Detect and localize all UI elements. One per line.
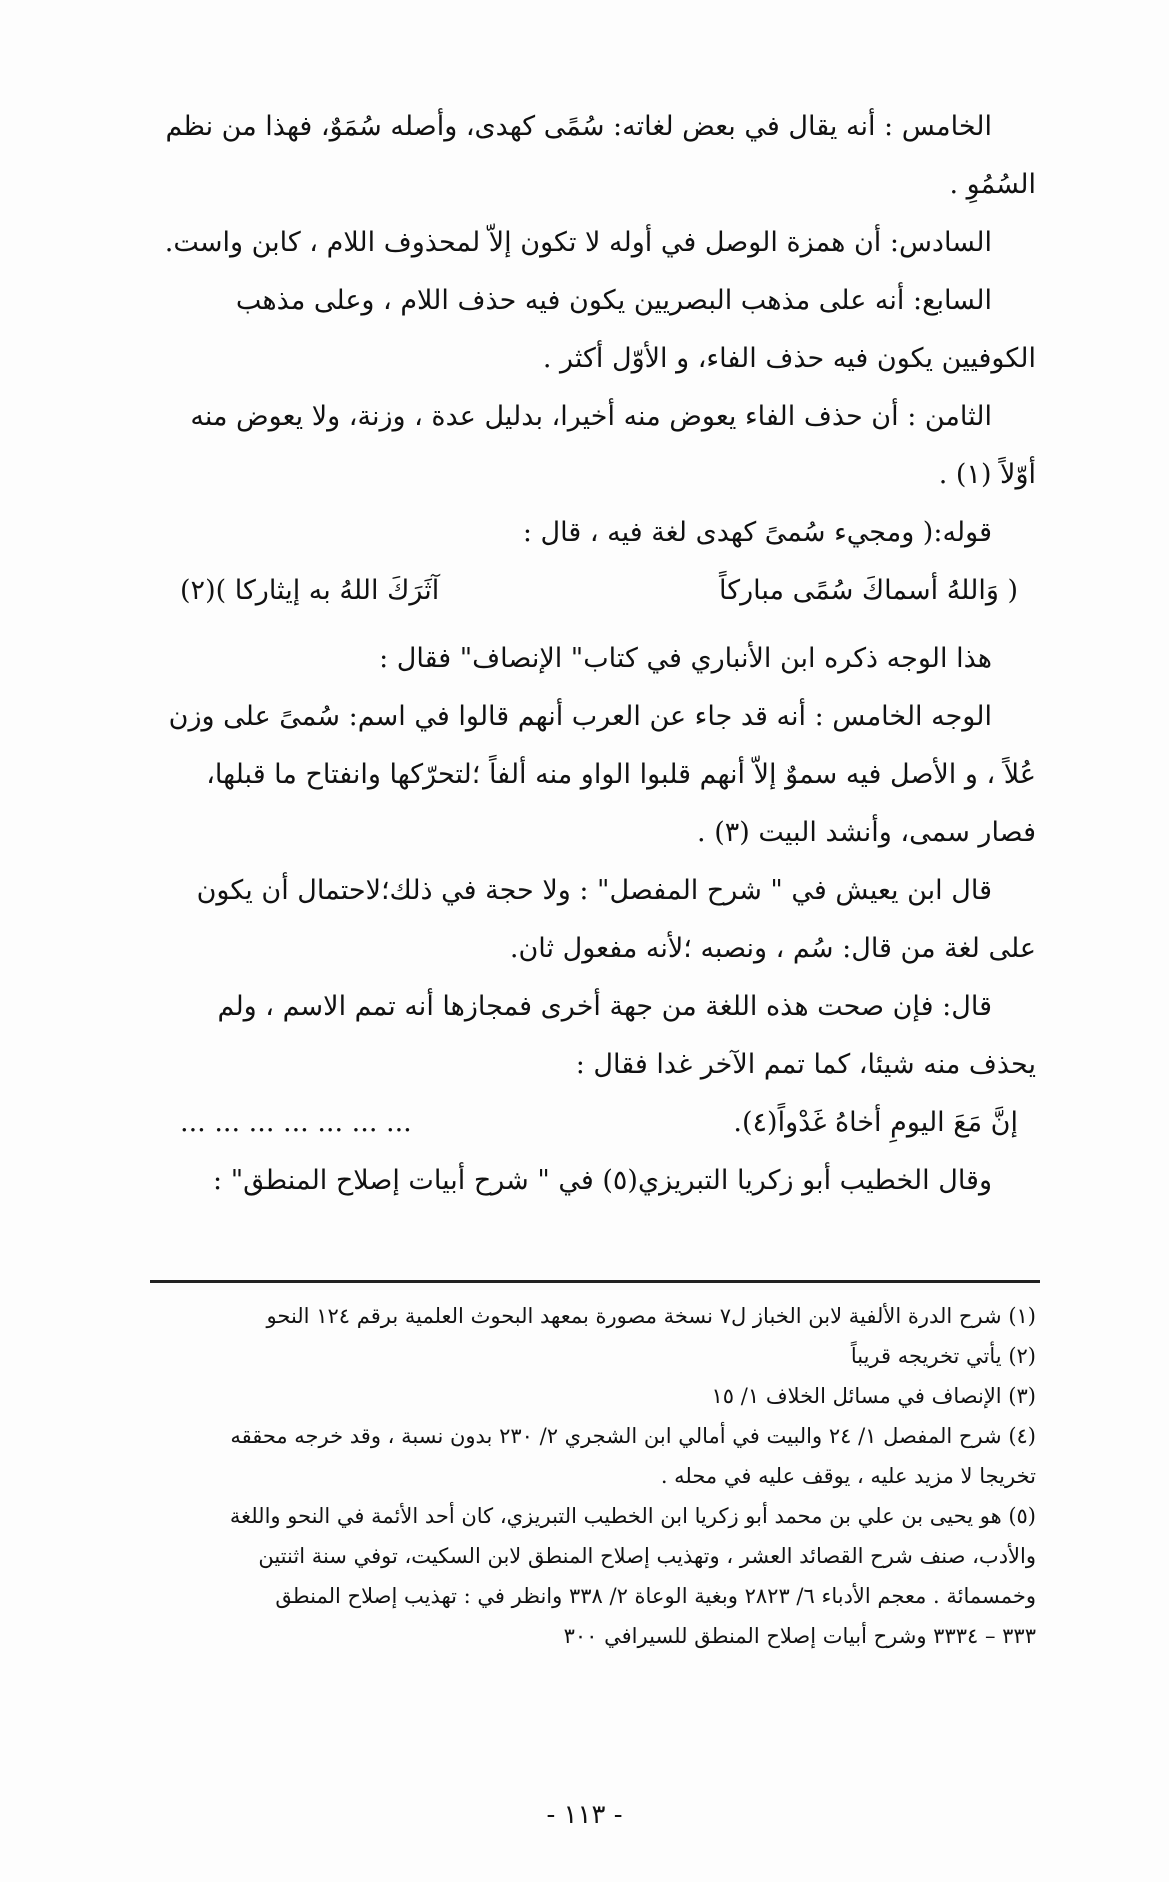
poem-hemistich-2: آثَرَكَ اللهُ به إيثاركا )(٢) <box>180 575 440 606</box>
footnote-line: (٤) شرح المفصل ١/ ٢٤ والبيت في أمالي ابن الشجري ٢/ ٢٣٠ بدون نسبة ، وقد خرجه محققه <box>230 1424 1036 1448</box>
poem-hemistich-1: ( وَاللهُ أسماكَ سُمًى مباركاً <box>719 575 1018 606</box>
footnote-line: ٣٣٣ – ٣٣٣٤ وشرح أبيات إصلاح المنطق للسيرافي ٣٠٠ <box>563 1624 1036 1648</box>
text-line: هذا الوجه ذكره ابن الأنباري في كتاب" الإنصاف" فقال : <box>379 643 992 674</box>
footnote-line: (٣) الإنصاف في مسائل الخلاف ١/ ١٥ <box>711 1384 1036 1408</box>
spacer <box>150 620 1036 630</box>
poem-verse <box>150 562 1036 620</box>
footnotes <box>150 1296 1036 1656</box>
text-line: أوّلاً (١) . <box>938 459 1036 490</box>
footnote-line: (٥) هو يحيى بن علي بن محمد أبو زكريا ابن الخطيب التبريزي، كان أحد الأئمة في النحو واللغة <box>229 1504 1036 1528</box>
text-line: فصار سمى، وأنشد البيت (٣) . <box>697 817 1036 848</box>
text-line: قال: فإن صحت هذه اللغة من جهة أخرى فمجازها أنه تمم الاسم ، ولم <box>217 991 992 1022</box>
page-number: - ١١٣ - <box>546 1800 623 1830</box>
text-line: السابع: أنه على مذهب البصريين يكون فيه حذف اللام ، وعلى مذهب <box>235 285 992 316</box>
text-line: السُمُوِ . <box>949 169 1036 200</box>
text-line: على لغة من قال: سُم ، ونصبه ؛لأنه مفعول ثان. <box>509 933 1036 964</box>
text-line: وقال الخطيب أبو زكريا التبريزي(٥) في " شرح أبيات إصلاح المنطق" : <box>213 1165 992 1196</box>
footnote-line: تخريجا لا مزيد عليه ، يوقف عليه في محله . <box>660 1464 1036 1488</box>
verse-quote <box>150 1094 1036 1152</box>
footnote-line: وخمسمائة . معجم الأدباء ٦/ ٢٨٢٣ وبغية الوعاة ٢/ ٣٣٨ وانظر في : تهذيب إصلاح المنطق <box>275 1584 1036 1608</box>
text-line: الخامس : أنه يقال في بعض لغاته: سُمًى كهدى، وأصله سُمَوٌ، فهذا من نظم <box>165 111 992 142</box>
text-line: قال ابن يعيش في " شرح المفصل" : ولا حجة في ذلك؛لاحتمال أن يكون <box>196 875 992 906</box>
text-line: يحذف منه شيئا، كما تمم الآخر غدا فقال : <box>575 1049 1036 1080</box>
text-line: الثامن : أن حذف الفاء يعوض منه أخيرا، بدليل عدة ، وزنة، ولا يعوض منه <box>190 401 992 432</box>
footnote-line: (١) شرح الدرة الألفية لابن الخباز ل٧ نسخة مصورة بمعهد البحوث العلمية برقم ١٢٤ النحو <box>266 1304 1036 1328</box>
footnote-line: والأدب، صنف شرح القصائد العشر ، وتهذيب إصلاح المنطق لابن السكيت، توفي سنة اثنتين <box>258 1544 1036 1568</box>
footnote-separator <box>150 1280 1040 1283</box>
text-line: الوجه الخامس : أنه قد جاء عن العرب أنهم قالوا في اسم: سُمىً على وزن <box>168 701 992 732</box>
verse-ellipsis: ... ... ... ... ... ... ... <box>180 1107 412 1138</box>
verse-text: إنَّ مَعَ اليومِ أخاهُ غَدْواً(٤). <box>733 1107 1018 1138</box>
text-line: عُلاً ، و الأصل فيه سموٌ إلاّ أنهم قلبوا الواو منه ألفاً ؛لتحرّكها وانفتاح ما قبلها، <box>206 759 1036 790</box>
footnote-line: (٢) يأتي تخريجه قريباً <box>850 1344 1036 1368</box>
text-line: السادس: أن همزة الوصل في أوله لا تكون إلاّ لمحذوف اللام ، كابن واست. <box>164 227 992 258</box>
main-text <box>150 98 1036 1210</box>
text-line: الكوفيين يكون فيه حذف الفاء، و الأوّل أكثر . <box>542 343 1036 374</box>
text-line: قوله:( ومجيء سُمىً كهدى لغة فيه ، قال : <box>522 517 992 548</box>
